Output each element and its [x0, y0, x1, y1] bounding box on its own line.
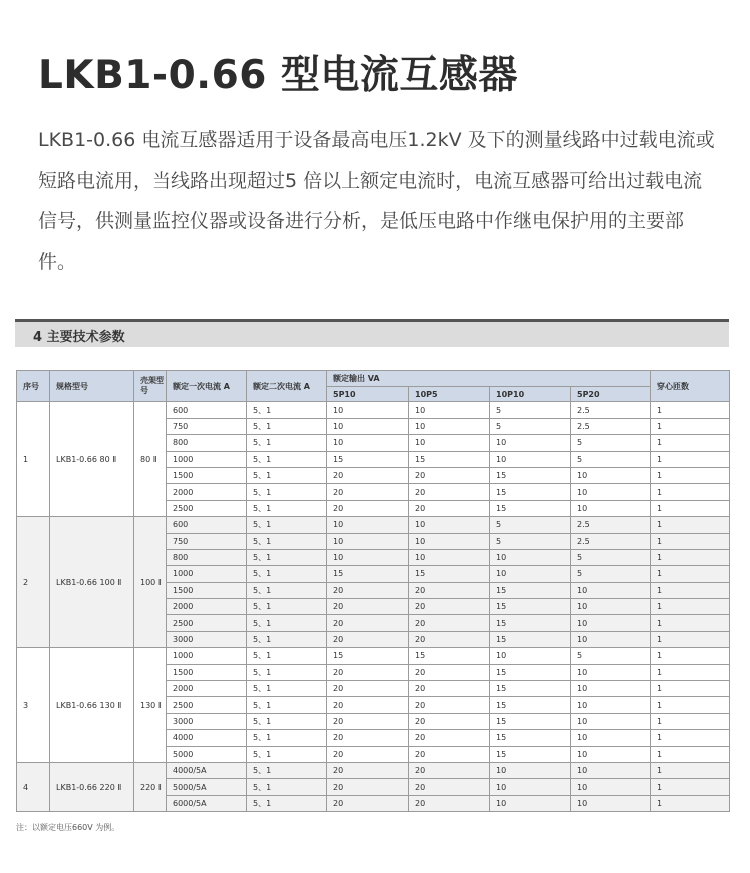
- table-cell: 10: [571, 582, 651, 598]
- group-seq-cell: 4: [17, 762, 50, 811]
- intro-paragraph: LKB1-0.66 电流互感器适用于设备最高电压1.2kV 及下的测量线路中过载电流或短路电流用，当线路出现超过5 倍以上额定电流时，电流互感器可给出过载电流信号，供测量监控仪器或设备进行分析，是低压电路中作继电保护用的主要部件。: [38, 129, 715, 273]
- table-cell: 1: [651, 615, 730, 631]
- table-cell: 1: [651, 500, 730, 516]
- table-cell: 1: [651, 435, 730, 451]
- table-cell: 600: [167, 402, 247, 418]
- table-cell: 20: [409, 681, 490, 697]
- table-cell: 15: [490, 697, 571, 713]
- table-cell: 5、1: [247, 746, 327, 762]
- table-cell: 15: [490, 500, 571, 516]
- table-cell: 2.5: [571, 533, 651, 549]
- table-cell: 1: [651, 467, 730, 483]
- table-cell: 10: [409, 549, 490, 565]
- table-cell: 1: [651, 484, 730, 500]
- header-frame: 壳架型号: [134, 371, 167, 402]
- table-cell: 1500: [167, 582, 247, 598]
- page-title: LKB1-0.66 型电流互感器: [38, 53, 518, 98]
- table-cell: 10: [327, 549, 409, 565]
- table-cell: 800: [167, 435, 247, 451]
- table-cell: 5、1: [247, 730, 327, 746]
- table-cell: 20: [409, 500, 490, 516]
- table-cell: 15: [490, 467, 571, 483]
- table-cell: 1: [651, 517, 730, 533]
- table-cell: 3000: [167, 713, 247, 729]
- table-cell: 5、1: [247, 418, 327, 434]
- table-cell: 20: [327, 484, 409, 500]
- table-cell: 10: [490, 435, 571, 451]
- table-cell: 1: [651, 533, 730, 549]
- table-cell: 4000/5A: [167, 762, 247, 778]
- table-cell: 15: [327, 566, 409, 582]
- table-cell: 5、1: [247, 582, 327, 598]
- table-cell: 15: [490, 615, 571, 631]
- table-cell: 10: [571, 730, 651, 746]
- table-cell: 20: [409, 779, 490, 795]
- table-cell: 5、1: [247, 631, 327, 647]
- header-secondary-current: 额定二次电流 A: [247, 371, 327, 402]
- table-cell: 5、1: [247, 517, 327, 533]
- table-cell: 15: [327, 648, 409, 664]
- table-cell: 1: [651, 549, 730, 565]
- table-cell: 10: [327, 517, 409, 533]
- table-cell: 5、1: [247, 779, 327, 795]
- group-model-cell: LKB1-0.66 80 Ⅱ: [50, 402, 134, 517]
- table-cell: 15: [409, 648, 490, 664]
- table-cell: 10: [571, 697, 651, 713]
- header-rated-output: 额定输出 VA: [327, 371, 651, 387]
- section-title: 4 主要技术参数: [33, 330, 125, 345]
- table-cell: 15: [490, 746, 571, 762]
- table-cell: 15: [327, 451, 409, 467]
- group-seq-cell: 1: [17, 402, 50, 517]
- table-cell: 20: [327, 467, 409, 483]
- table-cell: 20: [409, 795, 490, 811]
- table-cell: 20: [327, 615, 409, 631]
- table-cell: 800: [167, 549, 247, 565]
- table-cell: 10: [571, 746, 651, 762]
- table-cell: 10: [571, 599, 651, 615]
- table-cell: 20: [327, 631, 409, 647]
- table-cell: 15: [409, 451, 490, 467]
- group-frame-cell: 100 Ⅱ: [134, 517, 167, 648]
- table-cell: 10: [409, 533, 490, 549]
- table-cell: 10: [571, 795, 651, 811]
- table-cell: 2.5: [571, 402, 651, 418]
- table-cell: 10: [571, 615, 651, 631]
- table-cell: 10: [490, 648, 571, 664]
- group-frame-cell: 220 Ⅱ: [134, 762, 167, 811]
- header-5p20: 5P20: [571, 387, 651, 402]
- header-10p10: 10P10: [490, 387, 571, 402]
- table-cell: 20: [327, 779, 409, 795]
- table-cell: 5、1: [247, 762, 327, 778]
- table-cell: 5、1: [247, 648, 327, 664]
- table-cell: 20: [327, 795, 409, 811]
- table-cell: 5、1: [247, 484, 327, 500]
- table-cell: 2500: [167, 615, 247, 631]
- table-cell: 15: [490, 713, 571, 729]
- table-cell: 1: [651, 681, 730, 697]
- table-cell: 5、1: [247, 664, 327, 680]
- group-seq-cell: 3: [17, 648, 50, 763]
- table-cell: 15: [490, 730, 571, 746]
- table-cell: 5、1: [247, 713, 327, 729]
- table-cell: 5、1: [247, 549, 327, 565]
- table-cell: 1: [651, 779, 730, 795]
- table-cell: 2.5: [571, 418, 651, 434]
- table-cell: 10: [571, 779, 651, 795]
- table-cell: 5: [490, 418, 571, 434]
- table-cell: 1500: [167, 664, 247, 680]
- footnote: 注：以额定电压660V 为例。: [16, 823, 120, 832]
- table-cell: 20: [327, 713, 409, 729]
- table-cell: 5、1: [247, 566, 327, 582]
- table-cell: 1: [651, 599, 730, 615]
- table-cell: 1: [651, 762, 730, 778]
- group-frame-cell: 130 Ⅱ: [134, 648, 167, 763]
- table-cell: 1000: [167, 451, 247, 467]
- table-cell: 2000: [167, 484, 247, 500]
- table-cell: 5: [571, 549, 651, 565]
- header-turns: 穿心匝数: [651, 371, 730, 402]
- table-cell: 5: [571, 451, 651, 467]
- table-cell: 5: [571, 435, 651, 451]
- table-cell: 5、1: [247, 500, 327, 516]
- section-header: [15, 319, 729, 347]
- table-cell: 20: [409, 730, 490, 746]
- table-cell: 20: [409, 615, 490, 631]
- table-cell: 10: [327, 418, 409, 434]
- table-cell: 15: [490, 582, 571, 598]
- table-cell: 5、1: [247, 451, 327, 467]
- table-cell: 4000: [167, 730, 247, 746]
- table-cell: 10: [490, 549, 571, 565]
- table-cell: 1: [651, 451, 730, 467]
- table-cell: 20: [327, 746, 409, 762]
- table-cell: 10: [490, 566, 571, 582]
- table-cell: 15: [490, 631, 571, 647]
- table-cell: 10: [490, 451, 571, 467]
- header-5p10: 5P10: [327, 387, 409, 402]
- header-primary-current: 额定一次电流 A: [167, 371, 247, 402]
- table-cell: 5000: [167, 746, 247, 762]
- table-cell: 20: [327, 681, 409, 697]
- table-cell: 20: [327, 599, 409, 615]
- table-cell: 1: [651, 566, 730, 582]
- table-cell: 20: [327, 730, 409, 746]
- table-cell: 10: [571, 500, 651, 516]
- table-cell: 1000: [167, 648, 247, 664]
- table-cell: 10: [490, 762, 571, 778]
- table-cell: 1: [651, 402, 730, 418]
- header-seq: 序号: [17, 371, 50, 402]
- table-row: [17, 402, 730, 418]
- table-cell: 5: [571, 566, 651, 582]
- table-cell: 20: [327, 500, 409, 516]
- table-cell: 1: [651, 730, 730, 746]
- table-cell: 5、1: [247, 795, 327, 811]
- table-cell: 20: [409, 746, 490, 762]
- table-cell: 10: [409, 402, 490, 418]
- table-cell: 2500: [167, 697, 247, 713]
- table-cell: 5: [571, 648, 651, 664]
- table-cell: 20: [409, 631, 490, 647]
- table-cell: 20: [409, 484, 490, 500]
- table-cell: 20: [327, 697, 409, 713]
- table-cell: 5: [490, 517, 571, 533]
- table-cell: 10: [571, 484, 651, 500]
- table-cell: 5、1: [247, 435, 327, 451]
- table-row: [17, 517, 730, 533]
- table-cell: 10: [571, 631, 651, 647]
- group-model-cell: LKB1-0.66 220 Ⅱ: [50, 762, 134, 811]
- table-cell: 10: [327, 402, 409, 418]
- table-row: [17, 648, 730, 664]
- table-cell: 10: [409, 418, 490, 434]
- table-cell: 15: [409, 566, 490, 582]
- table-cell: 10: [327, 435, 409, 451]
- header-model: 规格型号: [50, 371, 134, 402]
- table-cell: 2000: [167, 681, 247, 697]
- table-cell: 2.5: [571, 517, 651, 533]
- table-cell: 10: [571, 681, 651, 697]
- group-frame-cell: 80 Ⅱ: [134, 402, 167, 517]
- table-cell: 1: [651, 795, 730, 811]
- table-row: [17, 762, 730, 778]
- table-cell: 6000/5A: [167, 795, 247, 811]
- table-cell: 10: [409, 517, 490, 533]
- table-cell: 5000/5A: [167, 779, 247, 795]
- table-cell: 20: [409, 599, 490, 615]
- table-cell: 15: [490, 681, 571, 697]
- table-cell: 10: [490, 795, 571, 811]
- table-cell: 5、1: [247, 615, 327, 631]
- table-cell: 10: [327, 533, 409, 549]
- table-cell: 5、1: [247, 681, 327, 697]
- group-model-cell: LKB1-0.66 100 Ⅱ: [50, 517, 134, 648]
- table-cell: 5: [490, 533, 571, 549]
- table-cell: 10: [571, 664, 651, 680]
- table-cell: 5: [490, 402, 571, 418]
- table-cell: 5、1: [247, 533, 327, 549]
- table-cell: 3000: [167, 631, 247, 647]
- table-cell: 1: [651, 697, 730, 713]
- table-cell: 1: [651, 746, 730, 762]
- table-cell: 15: [490, 484, 571, 500]
- table-cell: 5、1: [247, 402, 327, 418]
- table-cell: 750: [167, 418, 247, 434]
- table-cell: 600: [167, 517, 247, 533]
- table-cell: 1: [651, 582, 730, 598]
- table-cell: 5、1: [247, 599, 327, 615]
- table-cell: 15: [490, 599, 571, 615]
- table-cell: 20: [409, 582, 490, 598]
- header-10p5: 10P5: [409, 387, 490, 402]
- table-cell: 1: [651, 631, 730, 647]
- table-cell: 20: [409, 762, 490, 778]
- table-cell: 10: [571, 713, 651, 729]
- spec-table: [16, 370, 730, 812]
- group-model-cell: LKB1-0.66 130 Ⅱ: [50, 648, 134, 763]
- table-cell: 1: [651, 418, 730, 434]
- table-cell: 5、1: [247, 697, 327, 713]
- table-cell: 5、1: [247, 467, 327, 483]
- spec-table-body: [17, 402, 730, 812]
- table-cell: 1: [651, 664, 730, 680]
- table-cell: 1500: [167, 467, 247, 483]
- table-cell: 20: [409, 713, 490, 729]
- group-seq-cell: 2: [17, 517, 50, 648]
- table-cell: 20: [327, 762, 409, 778]
- table-cell: 10: [571, 762, 651, 778]
- table-cell: 20: [327, 582, 409, 598]
- table-cell: 10: [571, 467, 651, 483]
- table-cell: 20: [409, 467, 490, 483]
- table-cell: 10: [409, 435, 490, 451]
- table-cell: 20: [409, 664, 490, 680]
- table-cell: 750: [167, 533, 247, 549]
- table-cell: 1: [651, 713, 730, 729]
- table-cell: 2000: [167, 599, 247, 615]
- table-cell: 1: [651, 648, 730, 664]
- table-cell: 2500: [167, 500, 247, 516]
- table-cell: 20: [409, 697, 490, 713]
- table-cell: 15: [490, 664, 571, 680]
- table-cell: 1000: [167, 566, 247, 582]
- table-cell: 20: [327, 664, 409, 680]
- table-cell: 10: [490, 779, 571, 795]
